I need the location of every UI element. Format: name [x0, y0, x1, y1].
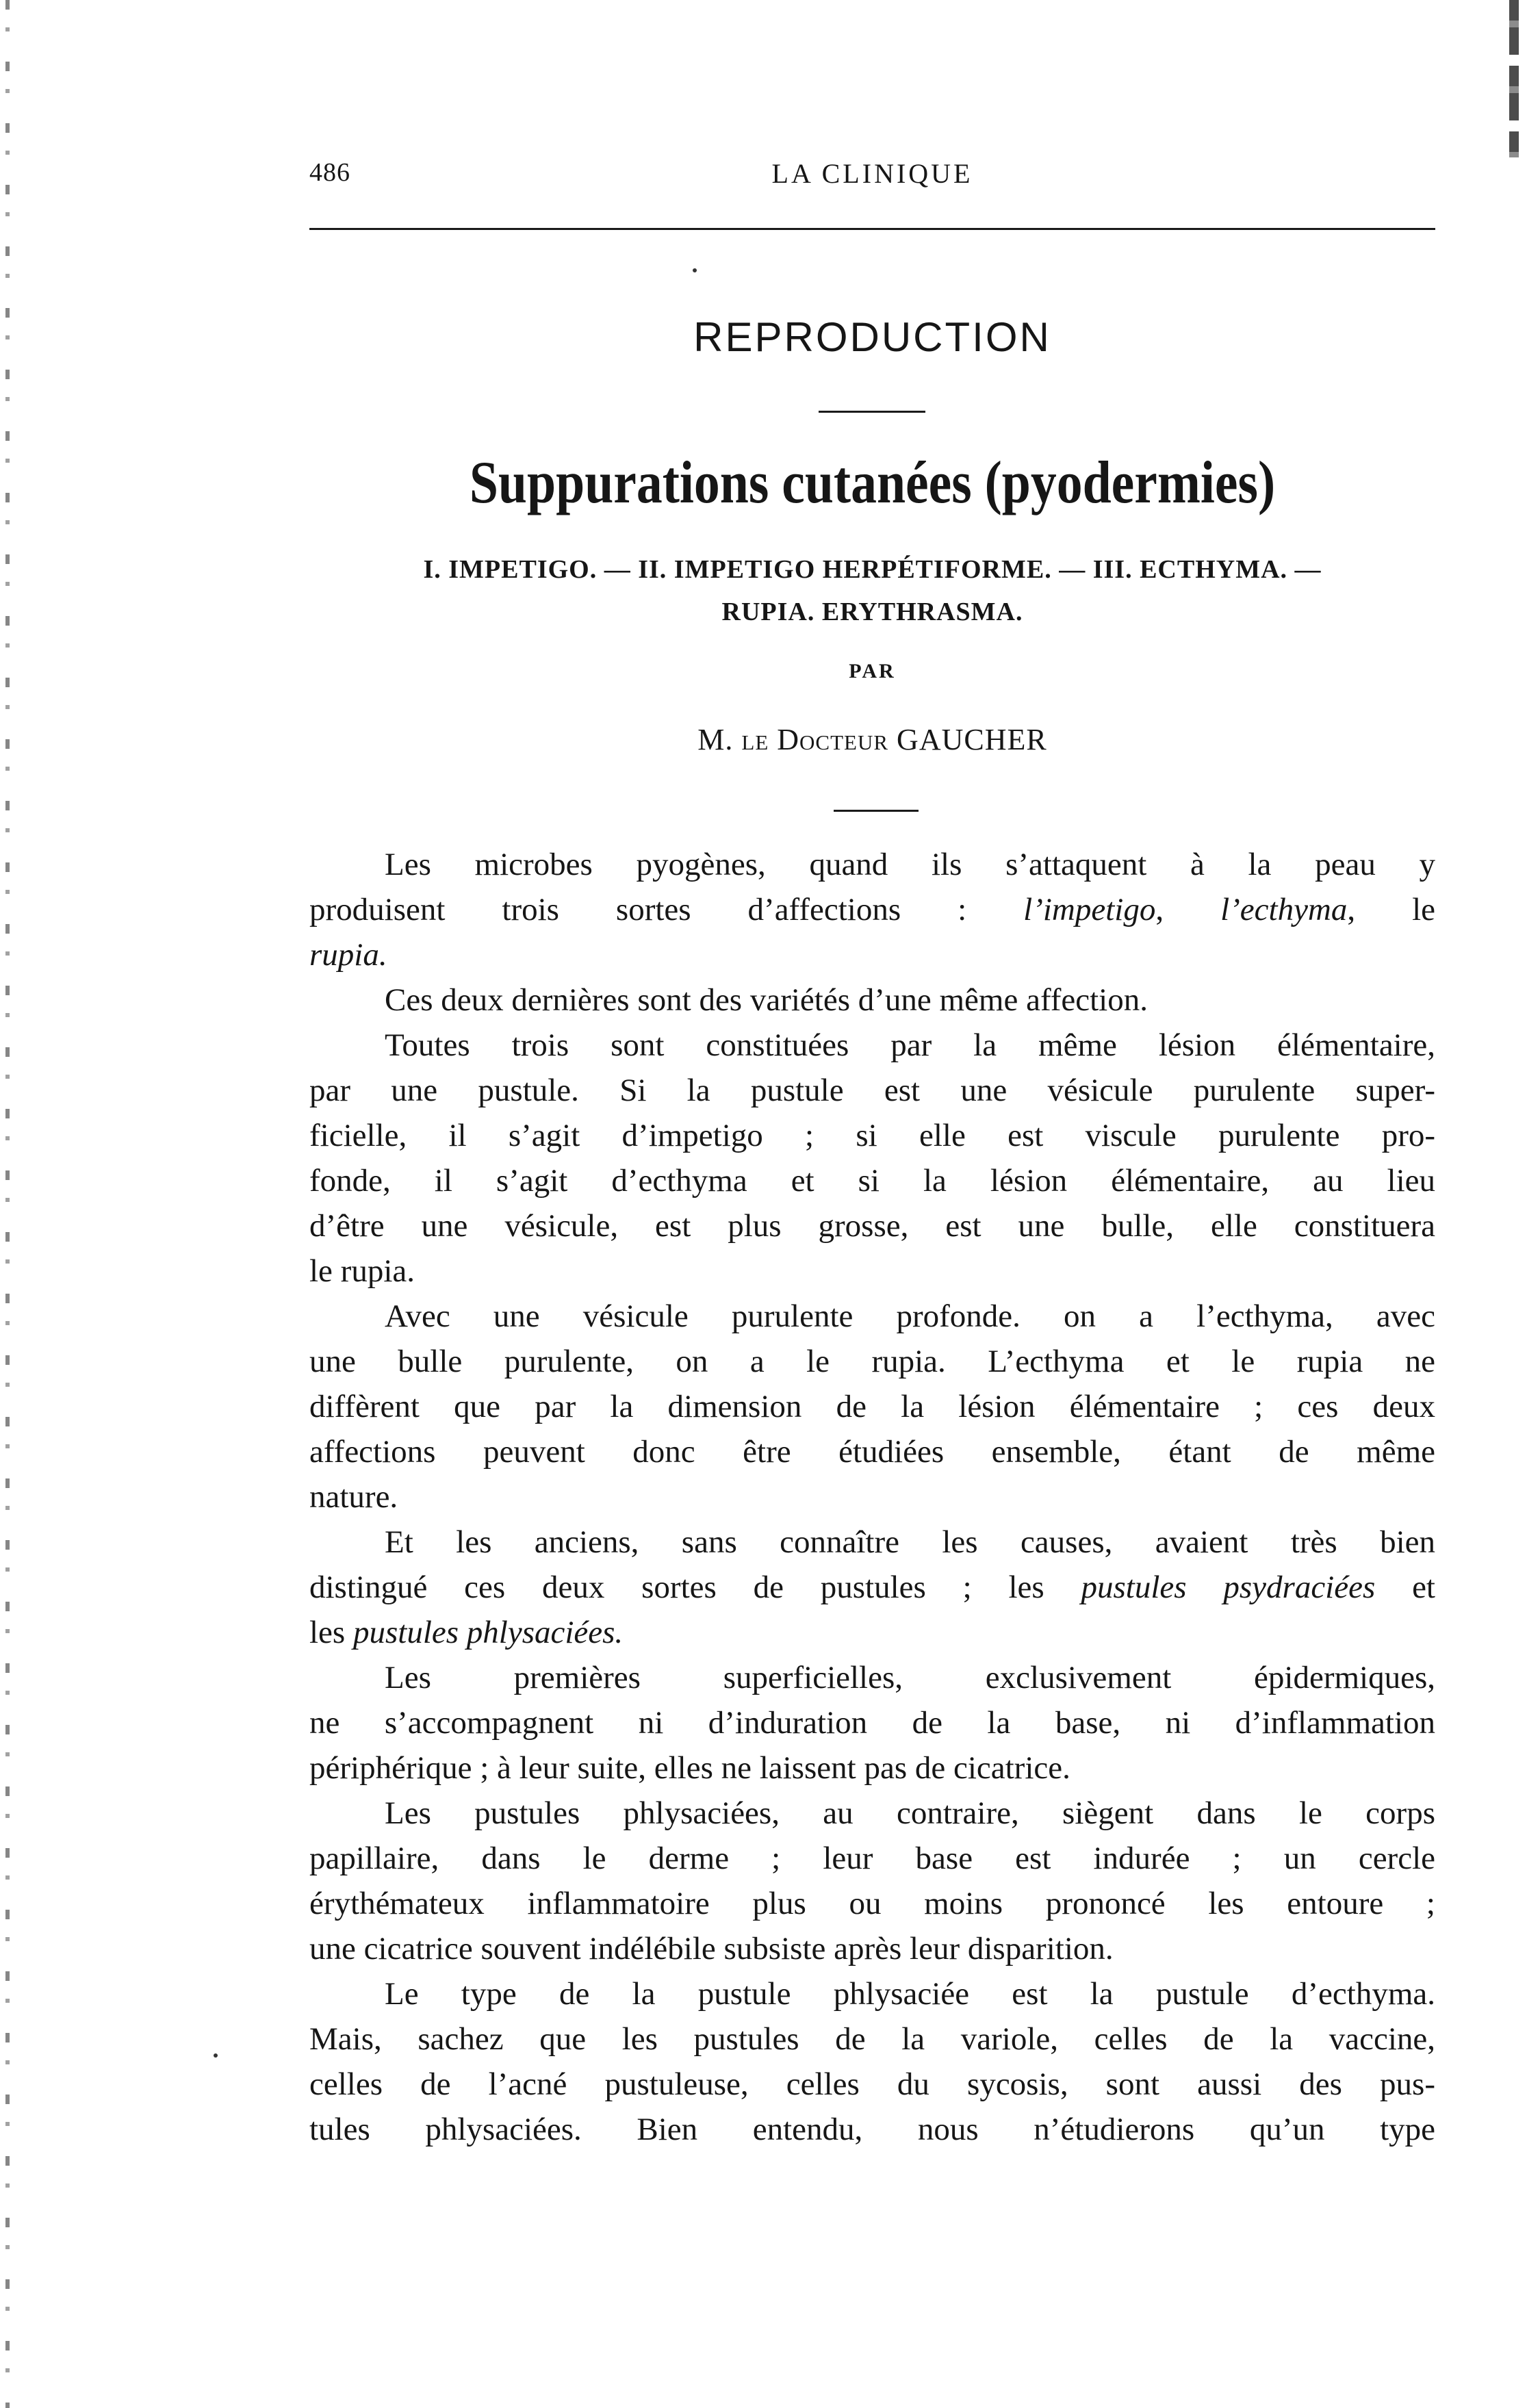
- text-line: Les premières superficielles, exclusivement épidermiques,: [385, 1660, 1435, 1695]
- article-body: [309, 842, 1435, 2152]
- text-line: Les pustules phlysaciées, au contraire, siègent dans le corps: [385, 1795, 1435, 1831]
- text-line: les pustules phlysaciées.: [309, 1615, 624, 1650]
- term-impetigo: l’impetigo: [1023, 892, 1156, 927]
- text-line: périphérique ; à leur suite, elles ne laissent pas de cicatrice.: [309, 1750, 1070, 1786]
- text-line: [309, 932, 1435, 977]
- text-line: ficielle, il s’agit d’impetigo ; si elle est viscule purulente pro-: [309, 1118, 1435, 1153]
- text-line: tules phlysaciées. Bien entendu, nous n’étudierons qu’un type: [309, 2112, 1435, 2147]
- author-line: [309, 722, 1435, 757]
- article-subtitle: I. IMPETIGO. — II. IMPETIGO HERPÉTIFORME. — III. ECTHYMA. —: [423, 555, 1322, 584]
- term-ecthyma: l’ecthyma: [1220, 892, 1348, 927]
- author-prefix: M.: [697, 723, 734, 756]
- text-line: Ces deux dernières sont des variétés d’une même affection.: [385, 982, 1148, 1018]
- text-line: celles de l’acné pustuleuse, celles du sycosis, sont aussi des pus-: [309, 2066, 1435, 2102]
- text-line: par une pustule. Si la pustule est une vésicule purulente super-: [309, 1073, 1435, 1108]
- text-line: Avec une vésicule purulente profonde. on a l’ecthyma, avec: [385, 1298, 1435, 1334]
- author-name: GAUCHER: [897, 723, 1047, 756]
- text-line: fonde, il s’agit d’ecthyma et si la lésion élémentaire, au lieu: [309, 1163, 1435, 1199]
- header-rule: [309, 228, 1435, 230]
- scan-edge-left: [5, 0, 10, 2408]
- text-line: Les microbes pyogènes, quand ils s’attaquent à la peau y: [385, 847, 1435, 882]
- section-label: REPRODUCTION: [693, 314, 1051, 360]
- journal-name: LA CLINIQUE: [771, 158, 973, 189]
- text-line: Mais, sachez que les pustules de la variole, celles de la vaccine,: [309, 2021, 1435, 2057]
- scan-edge-right: [1509, 0, 1519, 157]
- page-number: 486: [309, 158, 350, 187]
- text-line: d’être une vésicule, est plus grosse, est une bulle, elle constituera: [309, 1208, 1435, 1244]
- text-line: une bulle purulente, on a le rupia. L’ecthyma et le rupia ne: [309, 1344, 1435, 1379]
- text-line: le rupia.: [309, 1253, 415, 1289]
- term-pustules-phlysaciees: pustules phlysaciées.: [352, 1615, 624, 1650]
- article-title: Suppurations cutanées (pyodermies): [469, 450, 1276, 516]
- term-rupia: rupia.: [309, 937, 387, 973]
- running-head: [309, 157, 1435, 198]
- byline-divider: [834, 810, 919, 812]
- text-line: nature.: [309, 1479, 398, 1515]
- article-subtitle: RUPIA. ERYTHRASMA.: [721, 598, 1023, 626]
- text-line: affections peuvent donc être étudiées ensemble, étant de même: [309, 1434, 1435, 1470]
- byline-label: PAR: [849, 660, 896, 682]
- text-line: ne s’accompagnent ni d’induration de la base, ni d’inflammation: [309, 1705, 1435, 1741]
- section-divider: [819, 411, 925, 413]
- text-line: érythémateux inflammatoire plus ou moins prononcé les entoure ;: [309, 1886, 1435, 1921]
- text-line: diffèrent que par la dimension de la lésion élémentaire ; ces deux: [309, 1389, 1435, 1424]
- text-line: distingué ces deux sortes de pustules ; les pustules psydraciées et: [309, 1570, 1435, 1605]
- scan-speck: [693, 268, 697, 272]
- text-line: une cicatrice souvent indélébile subsiste après leur disparition.: [309, 1931, 1114, 1967]
- text-line: Toutes trois sont constituées par la même lésion élémentaire,: [385, 1027, 1435, 1063]
- text-line: produisent trois sortes d’affections : l’impetigo, l’ecthyma, le: [309, 892, 1435, 927]
- scan-speck: [214, 2053, 218, 2058]
- author-le: le: [741, 723, 769, 756]
- text-line: papillaire, dans le derme ; leur base est indurée ; un cercle: [309, 1841, 1435, 1876]
- author-title: Docteur: [777, 723, 889, 756]
- text-line: Et les anciens, sans connaître les causes, avaient très bien: [385, 1524, 1435, 1560]
- term-pustules-psydraciees: pustules psydraciées: [1081, 1570, 1376, 1605]
- text-line: Le type de la pustule phlysaciée est la pustule d’ecthyma.: [385, 1976, 1435, 2012]
